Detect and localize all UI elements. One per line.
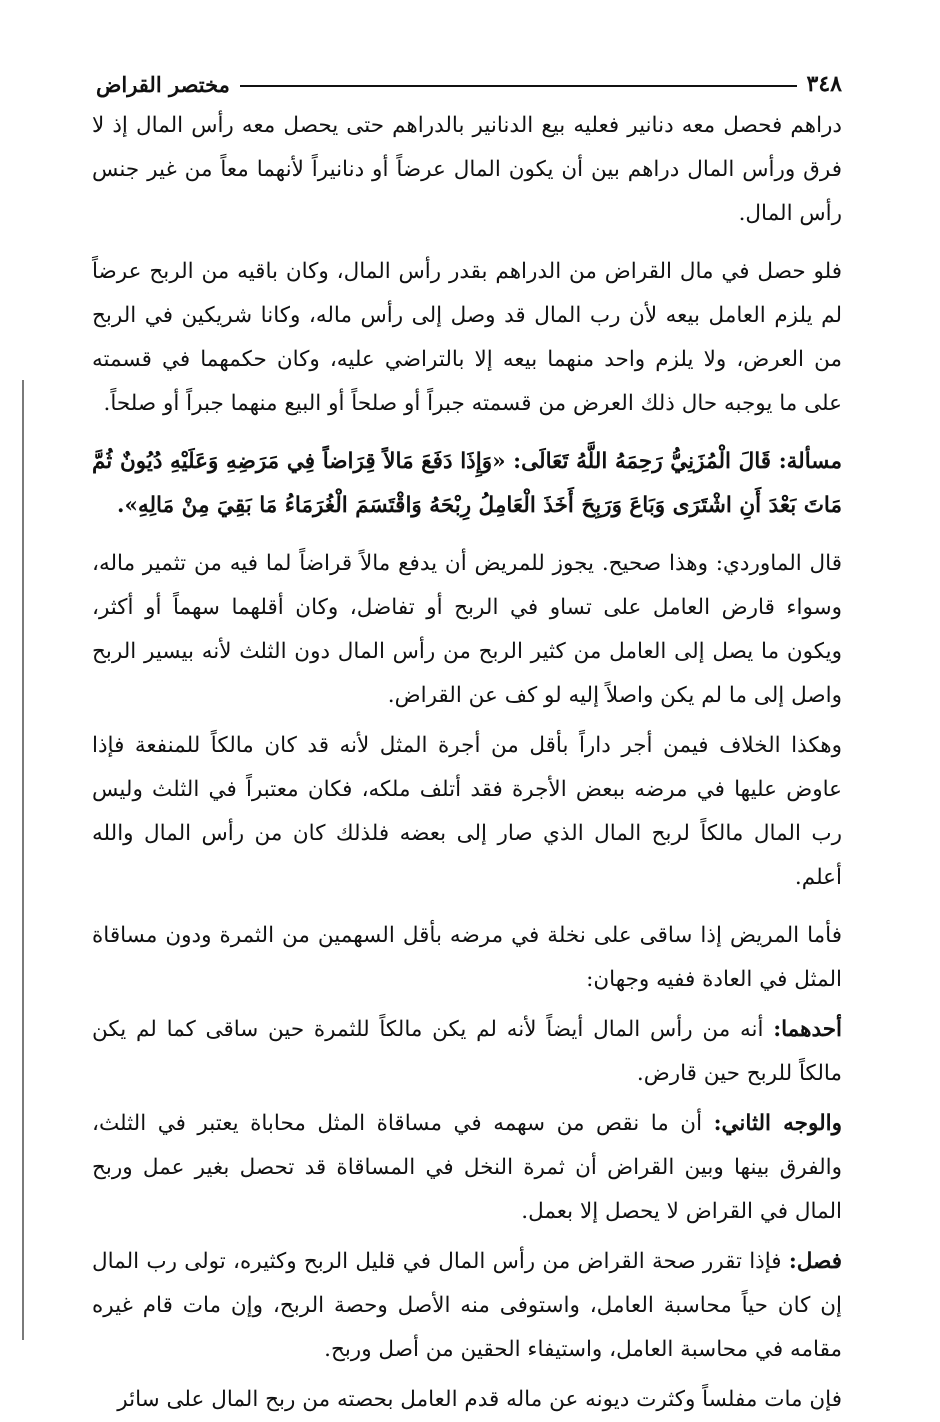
paragraph-text: فلو حصل في مال القراض من الدراهم بقدر رأس المال، وكان باقيه من الربح عرضاً لم يلزم العامل بيعه لأن رب المال قد وصل إلى رأس ماله، وكانا شريكين في الربح من العرض، ولا يلزم واحد منهما بيعه إلا بالتراضي عليه، وكان حكمهما في قسمته على ما يوجبه حال ذلك العرض من قسمته جبراً أو صلحاً أو البيع منهما جبراً أو صلحاً. xyxy=(92,259,842,416)
paragraph-profit-goods xyxy=(92,250,842,426)
paragraph-masala xyxy=(92,440,842,528)
paragraph-text: دراهم فحصل معه دنانير فعليه بيع الدنانير بالدراهم حتى يحصل معه رأس المال إذ لا فرق ورأس المال دراهم بين أن يكون المال عرضاً أو دنانيراً لأنهما معاً من غير جنس رأس المال. xyxy=(92,113,842,226)
paragraph-lead: فصل: xyxy=(788,1249,842,1274)
header-rule xyxy=(240,85,797,87)
paragraph-first-view xyxy=(92,1008,842,1096)
paragraph-lead: مسألة: قَالَ الْمُزَنِيُّ xyxy=(670,449,842,474)
running-title: مختصر القراض xyxy=(96,71,230,97)
paragraph-lead: أحدهما: xyxy=(773,1017,842,1042)
paragraph-continuation xyxy=(92,104,842,236)
paragraph-text: فإذا تقرر صحة القراض من رأس المال في قليل الربح وكثيره، تولى رب المال إن كان حياً محاسبة العامل، واستوفى منه الأصل وحصة الربح، وإن مات قام غيره مقامه في محاسبة العامل، واستيفاء الحقين من أصل وربح. xyxy=(92,1249,842,1362)
paragraph-text: رَحِمَهُ اللَّهُ تَعَالَى: «وَإِذَا دَفَعَ مَالاً قِرَاضاً فِي مَرَضِهِ وَعَلَيْهِ دُيُونٌ ثُمَّ مَاتَ بَعْدَ أَنِ اشْتَرَى وَبَاعَ وَرَبِحَ أَخَذَ الْعَامِلُ رِبْحَهُ وَاقْتَسَمَ الْغُرَمَاءُ مَا بَقِيَ مِنْ مَالِهِ». xyxy=(92,449,842,518)
paragraph-text: قال الماوردي: وهذا صحيح. يجوز للمريض أن يدفع مالاً قراضاً لما فيه من تثمير ماله، وسواء قارض العامل على تساو في الربح أو تفاضل، وكان أقلهما سهماً أو أكثر، ويكون ما يصل إلى العامل من كثير الربح من رأس المال دون الثلث لأنه بيسير الربح واصل إلى ما لم يكن واصلاً إليه لو كف عن القراض. xyxy=(92,551,842,708)
paragraph-text: فإن مات مفلساً وكثرت ديونه عن ماله قدم العامل بحصته من ربح المال على سائر xyxy=(117,1387,842,1412)
page-body xyxy=(92,104,842,1422)
paragraph-text: أنه من رأس المال أيضاً لأنه لم يكن مالكاً للثمرة حين ساقى كما لم يكن مالكاً للربح حين قارض. xyxy=(92,1017,842,1086)
paragraph-lead: والوجه الثاني: xyxy=(713,1111,842,1136)
paragraph-fasl xyxy=(92,1240,842,1372)
paragraph-rent-dispute xyxy=(92,724,842,900)
page-number: ٣٤٨ xyxy=(806,71,842,97)
paragraph-musaqat xyxy=(92,914,842,1002)
paragraph-second-view xyxy=(92,1102,842,1234)
paragraph-text: أن ما نقص من سهمه في مساقاة المثل محاباة يعتبر في الثلث، والفرق بينها وبين القراض أن ثمرة النخل في المساقاة قد تحصل بغير عمل وربح المال في القراض لا يحصل إلا بعمل. xyxy=(92,1111,842,1224)
paragraph-mawardi xyxy=(92,542,842,718)
page-header xyxy=(96,64,842,104)
paragraph-bankrupt xyxy=(92,1378,842,1422)
scan-margin-line xyxy=(22,380,24,1340)
paragraph-text: فأما المريض إذا ساقى على نخلة في مرضه بأقل السهمين من الثمرة ودون مساقاة المثل في العادة ففيه وجهان: xyxy=(92,923,842,992)
paragraph-text: وهكذا الخلاف فيمن أجر داراً بأقل من أجرة المثل لأنه قد كان مالكاً للمنفعة فإذا عاوض عليها في مرضه ببعض الأجرة فقد أتلف ملكه، فكان معتبراً في الثلث وليس رب المال مالكاً لربح المال الذي صار إلى بعضه فلذلك كان من رأس المال والله أعلم. xyxy=(92,733,842,890)
